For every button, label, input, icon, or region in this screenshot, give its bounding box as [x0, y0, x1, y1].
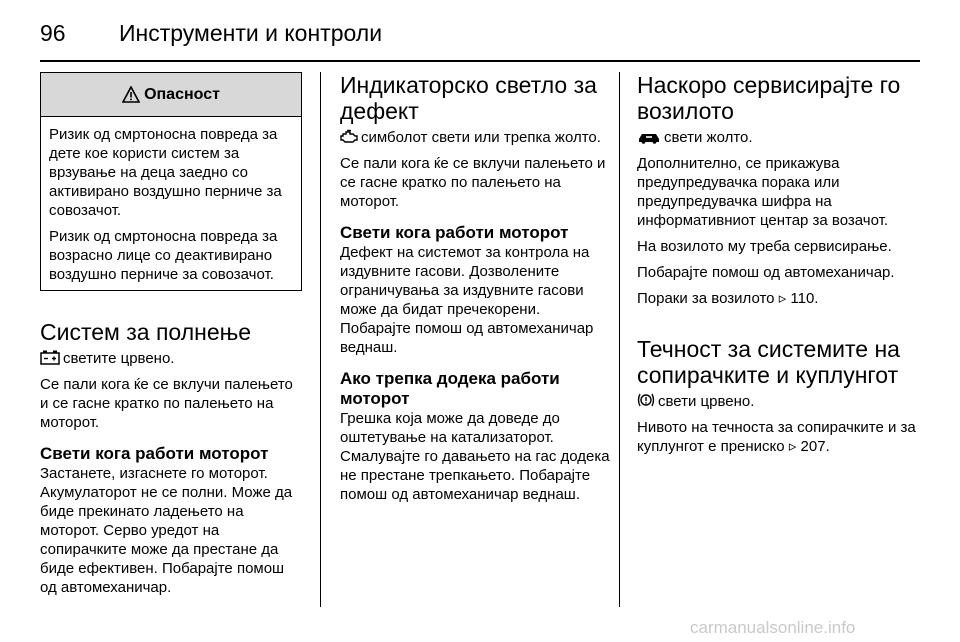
charging-intro-text: светите црвено. — [63, 350, 175, 367]
service-text-4 — [637, 289, 917, 308]
brake-intro — [637, 392, 917, 411]
warning-title: Опасност — [144, 85, 220, 103]
page-ref-arrow-icon: ▹ — [778, 290, 787, 307]
car-wrench-icon — [637, 130, 661, 144]
malfunction-text-1: Се пали кога ќе се вклучи палењето и се гасне кратко по палењето на моторот. — [340, 155, 606, 210]
malfunction-intro — [340, 128, 612, 147]
service-intro-text: свети жолто. — [664, 129, 753, 146]
charging-intro — [40, 349, 302, 368]
warning-box — [40, 72, 302, 291]
brake-intro-text: свети црвено. — [658, 393, 755, 410]
brake-ref-page[interactable]: 207. — [800, 438, 830, 455]
warning-body — [41, 117, 301, 290]
malfunction-text-3: Грешка која може да доведе до оштетување на катализаторот. Смалувајте го давањето на гас додека не престане трепкањето. Побарајте помош од автомеханичар веднаш. — [340, 410, 610, 503]
page-title: Инструменти и контроли — [119, 20, 383, 46]
page-number: 96 — [40, 20, 66, 46]
service-text-3: Побарајте помош од автомеханичар. — [637, 264, 895, 281]
battery-icon — [40, 350, 60, 365]
service-ref-text: Пораки за возилото — [637, 290, 775, 307]
charging-text-1: Се пали кога ќе се вклучи палењето и се гасне кратко по палењето на моторот. — [40, 376, 293, 431]
warning-paragraph-2: Ризик од смртоносна повреда за возрасно лице со деактивирано воздушно перниче за совозачот. — [49, 228, 278, 283]
malfunction-text-2: Дефект на системот за контрола на издувните гасови. Дозволените ограничувања за издувните гасови може да бидат пречекорени. Побарајте помош од автомеханичар веднаш. — [340, 244, 594, 356]
column-divider-1 — [320, 72, 321, 607]
malfunction-subheading-1: Свети кога работи моторот — [340, 223, 569, 242]
service-ref-page[interactable]: 110. — [790, 290, 819, 307]
brake-ref-text: Нивото на течноста за сопирачките и за куплунгот е прениско — [637, 419, 916, 455]
warning-paragraph-1: Ризик од смртоносна повреда за дете кое користи систем за врзување на деца заедно со активирано воздушно перниче за совозачот. — [49, 126, 282, 219]
header-divider — [40, 60, 920, 62]
warning-triangle-icon — [122, 86, 140, 103]
warning-header — [41, 73, 301, 117]
charging-subheading: Свети кога работи моторот — [40, 444, 269, 463]
service-text-2: На возилото му треба сервисирање. — [637, 238, 892, 255]
service-text-1: Дополнително, се прикажува предупредувачка порака или предупредувачка шифра на информативниот центар за возачот. — [637, 155, 889, 229]
brake-text-1 — [637, 418, 917, 456]
service-intro — [637, 128, 917, 147]
malfunction-subheading-2: Ако трепка додека работи моторот — [340, 369, 560, 408]
service-heading: Наскоро сервисирајте го возилото — [637, 72, 901, 124]
malfunction-intro-text: симболот свети или трепка жолто. — [361, 129, 601, 146]
brake-icon — [637, 392, 655, 408]
charging-heading: Систем за полнење — [40, 319, 252, 345]
page-header — [40, 14, 920, 50]
column-divider-2 — [619, 72, 620, 607]
column-right — [637, 72, 917, 463]
charging-text-2: Застанете, изгаснете го моторот. Акумулаторот не се полни. Може да биде прекинато ладењето на моторот. Серво уредот на сопирачките може да престане да биде ефективен. Побарајте помош од автомеханичар. — [40, 465, 293, 596]
malfunction-heading: Индикаторско светло за дефект — [340, 72, 597, 124]
brake-heading: Течност за системите на сопирачките и куплунгот — [637, 336, 900, 388]
page-ref-arrow-icon: ▹ — [788, 438, 797, 455]
watermark-url: carmanualsonline.info — [690, 618, 856, 637]
column-middle — [340, 72, 612, 511]
engine-icon — [340, 129, 358, 144]
column-left — [40, 72, 302, 604]
